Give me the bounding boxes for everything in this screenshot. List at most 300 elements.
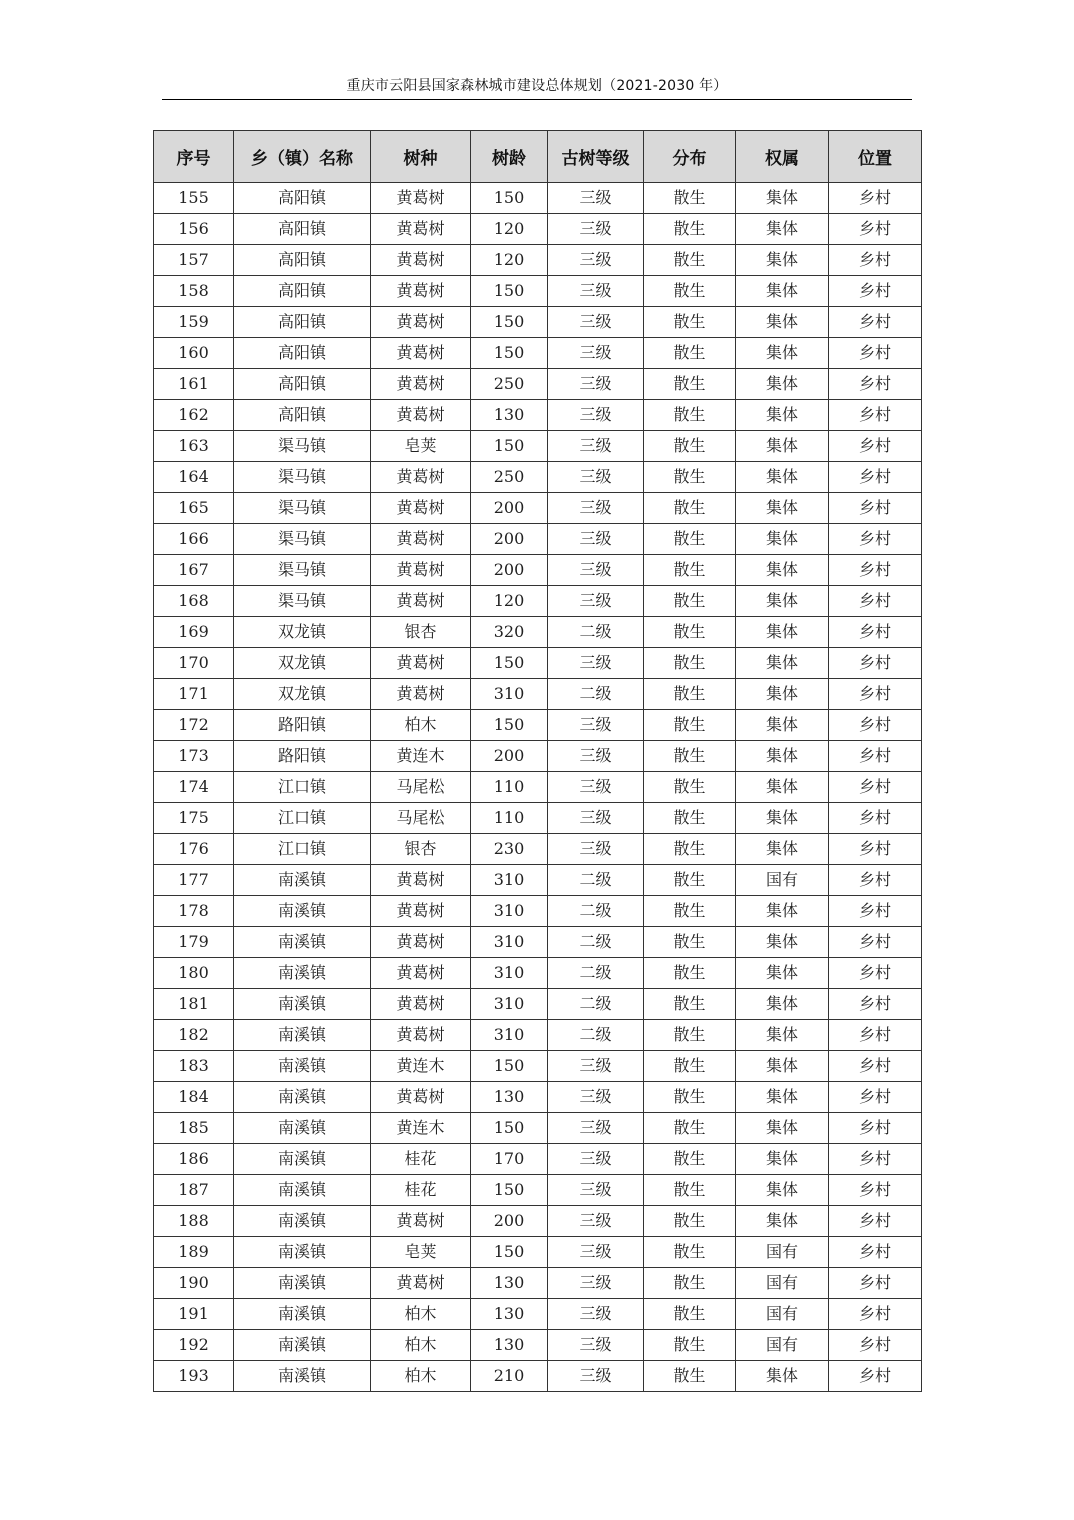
cell-grade: 三级	[548, 338, 644, 369]
cell-age: 110	[471, 772, 548, 803]
cell-ownership: 国有	[736, 1330, 829, 1361]
cell-distribution: 散生	[644, 245, 736, 276]
cell-distribution: 散生	[644, 1330, 736, 1361]
cell-age: 200	[471, 1206, 548, 1237]
cell-serial: 178	[154, 896, 234, 927]
cell-grade: 三级	[548, 1330, 644, 1361]
cell-ownership: 集体	[736, 1361, 829, 1392]
cell-species: 黄连木	[371, 1113, 471, 1144]
cell-grade: 三级	[548, 741, 644, 772]
cell-serial: 162	[154, 400, 234, 431]
cell-age: 120	[471, 214, 548, 245]
cell-location: 乡村	[829, 183, 922, 214]
cell-serial: 183	[154, 1051, 234, 1082]
cell-distribution: 散生	[644, 617, 736, 648]
cell-age: 130	[471, 1330, 548, 1361]
cell-distribution: 散生	[644, 462, 736, 493]
cell-distribution: 散生	[644, 896, 736, 927]
cell-township: 高阳镇	[234, 338, 371, 369]
table-header-row	[154, 131, 922, 183]
cell-township: 渠马镇	[234, 493, 371, 524]
table-row	[154, 927, 922, 958]
cell-serial: 185	[154, 1113, 234, 1144]
cell-distribution: 散生	[644, 1206, 736, 1237]
cell-species: 黄葛树	[371, 524, 471, 555]
cell-grade: 三级	[548, 245, 644, 276]
cell-distribution: 散生	[644, 369, 736, 400]
cell-grade: 三级	[548, 710, 644, 741]
cell-age: 200	[471, 741, 548, 772]
cell-species: 黄葛树	[371, 214, 471, 245]
cell-ownership: 集体	[736, 245, 829, 276]
cell-location: 乡村	[829, 617, 922, 648]
cell-distribution: 散生	[644, 679, 736, 710]
cell-ownership: 集体	[736, 1206, 829, 1237]
cell-ownership: 集体	[736, 958, 829, 989]
cell-ownership: 集体	[736, 896, 829, 927]
cell-species: 黄葛树	[371, 400, 471, 431]
cell-age: 310	[471, 679, 548, 710]
cell-township: 双龙镇	[234, 679, 371, 710]
column-header-species: 树种	[371, 131, 471, 183]
cell-grade: 三级	[548, 1206, 644, 1237]
cell-serial: 176	[154, 834, 234, 865]
cell-species: 黄葛树	[371, 648, 471, 679]
cell-location: 乡村	[829, 989, 922, 1020]
cell-grade: 三级	[548, 555, 644, 586]
cell-location: 乡村	[829, 865, 922, 896]
cell-species: 黄葛树	[371, 1206, 471, 1237]
cell-ownership: 集体	[736, 1051, 829, 1082]
cell-grade: 三级	[548, 1144, 644, 1175]
cell-township: 南溪镇	[234, 989, 371, 1020]
cell-township: 高阳镇	[234, 369, 371, 400]
cell-distribution: 散生	[644, 400, 736, 431]
cell-species: 黄葛树	[371, 369, 471, 400]
cell-age: 200	[471, 524, 548, 555]
cell-township: 高阳镇	[234, 400, 371, 431]
cell-location: 乡村	[829, 400, 922, 431]
cell-grade: 三级	[548, 493, 644, 524]
cell-grade: 三级	[548, 772, 644, 803]
cell-species: 黄葛树	[371, 1020, 471, 1051]
cell-serial: 173	[154, 741, 234, 772]
table-row	[154, 1020, 922, 1051]
cell-serial: 184	[154, 1082, 234, 1113]
cell-location: 乡村	[829, 524, 922, 555]
cell-serial: 158	[154, 276, 234, 307]
cell-distribution: 散生	[644, 183, 736, 214]
cell-serial: 174	[154, 772, 234, 803]
cell-distribution: 散生	[644, 214, 736, 245]
cell-grade: 三级	[548, 1051, 644, 1082]
cell-distribution: 散生	[644, 1020, 736, 1051]
cell-ownership: 集体	[736, 493, 829, 524]
table-row	[154, 462, 922, 493]
table-row	[154, 865, 922, 896]
table-row	[154, 369, 922, 400]
cell-age: 150	[471, 183, 548, 214]
cell-distribution: 散生	[644, 1051, 736, 1082]
cell-serial: 190	[154, 1268, 234, 1299]
cell-ownership: 集体	[736, 307, 829, 338]
cell-township: 江口镇	[234, 772, 371, 803]
cell-grade: 三级	[548, 431, 644, 462]
column-header-ownership: 权属	[736, 131, 829, 183]
cell-ownership: 集体	[736, 1113, 829, 1144]
cell-serial: 171	[154, 679, 234, 710]
header-divider	[162, 99, 912, 100]
cell-species: 柏木	[371, 1299, 471, 1330]
cell-ownership: 集体	[736, 400, 829, 431]
cell-location: 乡村	[829, 1082, 922, 1113]
cell-township: 南溪镇	[234, 865, 371, 896]
cell-distribution: 散生	[644, 772, 736, 803]
cell-age: 150	[471, 1051, 548, 1082]
cell-location: 乡村	[829, 927, 922, 958]
cell-distribution: 散生	[644, 865, 736, 896]
column-header-serial: 序号	[154, 131, 234, 183]
table-row	[154, 772, 922, 803]
table-row	[154, 1361, 922, 1392]
cell-distribution: 散生	[644, 307, 736, 338]
cell-ownership: 国有	[736, 865, 829, 896]
cell-grade: 三级	[548, 1113, 644, 1144]
cell-grade: 三级	[548, 307, 644, 338]
cell-age: 230	[471, 834, 548, 865]
cell-grade: 三级	[548, 648, 644, 679]
table-row	[154, 1237, 922, 1268]
cell-ownership: 国有	[736, 1237, 829, 1268]
table-row	[154, 710, 922, 741]
cell-grade: 三级	[548, 1361, 644, 1392]
cell-distribution: 散生	[644, 927, 736, 958]
cell-location: 乡村	[829, 834, 922, 865]
cell-township: 高阳镇	[234, 276, 371, 307]
cell-distribution: 散生	[644, 1175, 736, 1206]
cell-distribution: 散生	[644, 431, 736, 462]
cell-serial: 182	[154, 1020, 234, 1051]
cell-township: 南溪镇	[234, 1268, 371, 1299]
cell-serial: 169	[154, 617, 234, 648]
cell-species: 皂荚	[371, 431, 471, 462]
cell-ownership: 集体	[736, 617, 829, 648]
cell-township: 南溪镇	[234, 1051, 371, 1082]
cell-township: 双龙镇	[234, 617, 371, 648]
cell-distribution: 散生	[644, 276, 736, 307]
table-row	[154, 1051, 922, 1082]
cell-age: 310	[471, 989, 548, 1020]
cell-serial: 163	[154, 431, 234, 462]
table-row	[154, 834, 922, 865]
cell-species: 银杏	[371, 834, 471, 865]
cell-township: 渠马镇	[234, 524, 371, 555]
cell-ownership: 集体	[736, 586, 829, 617]
cell-township: 渠马镇	[234, 462, 371, 493]
cell-location: 乡村	[829, 586, 922, 617]
column-header-age: 树龄	[471, 131, 548, 183]
cell-location: 乡村	[829, 369, 922, 400]
table-row	[154, 679, 922, 710]
cell-distribution: 散生	[644, 493, 736, 524]
cell-location: 乡村	[829, 462, 922, 493]
cell-location: 乡村	[829, 555, 922, 586]
cell-species: 黄葛树	[371, 865, 471, 896]
cell-distribution: 散生	[644, 1082, 736, 1113]
cell-age: 170	[471, 1144, 548, 1175]
table-row	[154, 183, 922, 214]
cell-ownership: 集体	[736, 741, 829, 772]
table-header	[154, 131, 922, 183]
cell-township: 高阳镇	[234, 183, 371, 214]
cell-age: 150	[471, 1175, 548, 1206]
cell-serial: 179	[154, 927, 234, 958]
cell-grade: 三级	[548, 1237, 644, 1268]
cell-ownership: 集体	[736, 555, 829, 586]
cell-serial: 189	[154, 1237, 234, 1268]
cell-species: 黄葛树	[371, 555, 471, 586]
cell-age: 150	[471, 431, 548, 462]
cell-serial: 180	[154, 958, 234, 989]
cell-ownership: 集体	[736, 1020, 829, 1051]
cell-age: 200	[471, 555, 548, 586]
cell-location: 乡村	[829, 1175, 922, 1206]
cell-grade: 二级	[548, 927, 644, 958]
cell-township: 南溪镇	[234, 1299, 371, 1330]
cell-serial: 188	[154, 1206, 234, 1237]
cell-species: 桂花	[371, 1144, 471, 1175]
column-header-location: 位置	[829, 131, 922, 183]
cell-ownership: 集体	[736, 183, 829, 214]
cell-location: 乡村	[829, 1361, 922, 1392]
cell-township: 渠马镇	[234, 555, 371, 586]
cell-distribution: 散生	[644, 338, 736, 369]
cell-age: 130	[471, 1299, 548, 1330]
cell-distribution: 散生	[644, 1299, 736, 1330]
cell-township: 南溪镇	[234, 1082, 371, 1113]
cell-grade: 三级	[548, 1175, 644, 1206]
table-row	[154, 1268, 922, 1299]
cell-location: 乡村	[829, 431, 922, 462]
cell-age: 150	[471, 648, 548, 679]
cell-species: 黄葛树	[371, 927, 471, 958]
cell-species: 黄葛树	[371, 586, 471, 617]
cell-distribution: 散生	[644, 1144, 736, 1175]
cell-age: 210	[471, 1361, 548, 1392]
cell-township: 江口镇	[234, 834, 371, 865]
cell-ownership: 集体	[736, 772, 829, 803]
cell-location: 乡村	[829, 958, 922, 989]
cell-species: 黄葛树	[371, 896, 471, 927]
cell-species: 黄葛树	[371, 276, 471, 307]
cell-location: 乡村	[829, 803, 922, 834]
cell-location: 乡村	[829, 307, 922, 338]
cell-ownership: 集体	[736, 648, 829, 679]
cell-serial: 165	[154, 493, 234, 524]
cell-age: 310	[471, 896, 548, 927]
cell-age: 110	[471, 803, 548, 834]
table-row	[154, 307, 922, 338]
cell-distribution: 散生	[644, 710, 736, 741]
cell-age: 250	[471, 369, 548, 400]
cell-distribution: 散生	[644, 989, 736, 1020]
cell-species: 黄葛树	[371, 679, 471, 710]
cell-ownership: 集体	[736, 214, 829, 245]
table-row	[154, 1144, 922, 1175]
cell-location: 乡村	[829, 679, 922, 710]
cell-species: 柏木	[371, 1330, 471, 1361]
table-row	[154, 617, 922, 648]
table-row	[154, 555, 922, 586]
cell-ownership: 集体	[736, 1175, 829, 1206]
cell-ownership: 集体	[736, 679, 829, 710]
column-header-distribution: 分布	[644, 131, 736, 183]
cell-grade: 二级	[548, 1020, 644, 1051]
cell-township: 双龙镇	[234, 648, 371, 679]
cell-age: 150	[471, 307, 548, 338]
cell-age: 120	[471, 245, 548, 276]
cell-township: 高阳镇	[234, 245, 371, 276]
cell-township: 南溪镇	[234, 1330, 371, 1361]
cell-township: 南溪镇	[234, 1144, 371, 1175]
cell-age: 150	[471, 710, 548, 741]
cell-location: 乡村	[829, 1144, 922, 1175]
cell-ownership: 集体	[736, 369, 829, 400]
cell-species: 银杏	[371, 617, 471, 648]
cell-age: 150	[471, 1237, 548, 1268]
table-row	[154, 989, 922, 1020]
cell-distribution: 散生	[644, 741, 736, 772]
cell-serial: 186	[154, 1144, 234, 1175]
cell-distribution: 散生	[644, 524, 736, 555]
cell-serial: 181	[154, 989, 234, 1020]
cell-township: 南溪镇	[234, 1206, 371, 1237]
cell-serial: 161	[154, 369, 234, 400]
cell-species: 柏木	[371, 710, 471, 741]
cell-grade: 三级	[548, 214, 644, 245]
cell-serial: 167	[154, 555, 234, 586]
cell-species: 黄葛树	[371, 245, 471, 276]
table-body	[154, 183, 922, 1392]
table-row	[154, 1113, 922, 1144]
cell-ownership: 集体	[736, 834, 829, 865]
cell-serial: 160	[154, 338, 234, 369]
cell-location: 乡村	[829, 1330, 922, 1361]
column-header-grade: 古树等级	[548, 131, 644, 183]
table-row	[154, 896, 922, 927]
cell-distribution: 散生	[644, 586, 736, 617]
cell-grade: 三级	[548, 462, 644, 493]
cell-location: 乡村	[829, 245, 922, 276]
cell-distribution: 散生	[644, 958, 736, 989]
cell-location: 乡村	[829, 214, 922, 245]
cell-grade: 二级	[548, 958, 644, 989]
cell-serial: 166	[154, 524, 234, 555]
cell-distribution: 散生	[644, 555, 736, 586]
cell-age: 320	[471, 617, 548, 648]
cell-age: 310	[471, 865, 548, 896]
table-row	[154, 586, 922, 617]
cell-grade: 二级	[548, 989, 644, 1020]
cell-serial: 192	[154, 1330, 234, 1361]
ancient-tree-table	[153, 130, 922, 1392]
cell-age: 130	[471, 400, 548, 431]
cell-age: 150	[471, 1113, 548, 1144]
cell-serial: 191	[154, 1299, 234, 1330]
cell-species: 黄葛树	[371, 1268, 471, 1299]
cell-grade: 三级	[548, 400, 644, 431]
table-row	[154, 1299, 922, 1330]
cell-age: 150	[471, 338, 548, 369]
cell-grade: 二级	[548, 865, 644, 896]
table-row	[154, 245, 922, 276]
cell-ownership: 集体	[736, 989, 829, 1020]
cell-township: 高阳镇	[234, 214, 371, 245]
cell-location: 乡村	[829, 1020, 922, 1051]
cell-species: 黄连木	[371, 741, 471, 772]
cell-ownership: 集体	[736, 524, 829, 555]
table-row	[154, 741, 922, 772]
table-row	[154, 958, 922, 989]
cell-distribution: 散生	[644, 1361, 736, 1392]
cell-grade: 二级	[548, 617, 644, 648]
cell-township: 南溪镇	[234, 1361, 371, 1392]
cell-age: 200	[471, 493, 548, 524]
cell-grade: 三级	[548, 1299, 644, 1330]
cell-location: 乡村	[829, 1051, 922, 1082]
table-row	[154, 400, 922, 431]
cell-location: 乡村	[829, 896, 922, 927]
cell-serial: 157	[154, 245, 234, 276]
cell-species: 黄葛树	[371, 493, 471, 524]
table-row	[154, 431, 922, 462]
cell-location: 乡村	[829, 648, 922, 679]
cell-grade: 三级	[548, 834, 644, 865]
cell-ownership: 国有	[736, 1268, 829, 1299]
cell-location: 乡村	[829, 1268, 922, 1299]
cell-grade: 三级	[548, 524, 644, 555]
cell-serial: 177	[154, 865, 234, 896]
table-row	[154, 493, 922, 524]
column-header-township: 乡（镇）名称	[234, 131, 371, 183]
cell-species: 桂花	[371, 1175, 471, 1206]
cell-ownership: 集体	[736, 338, 829, 369]
cell-location: 乡村	[829, 741, 922, 772]
cell-serial: 172	[154, 710, 234, 741]
cell-species: 皂荚	[371, 1237, 471, 1268]
cell-age: 310	[471, 1020, 548, 1051]
cell-age: 150	[471, 276, 548, 307]
cell-township: 南溪镇	[234, 927, 371, 958]
cell-ownership: 集体	[736, 927, 829, 958]
cell-species: 黄葛树	[371, 958, 471, 989]
table-row	[154, 1082, 922, 1113]
table-row	[154, 803, 922, 834]
cell-species: 黄葛树	[371, 462, 471, 493]
cell-grade: 二级	[548, 896, 644, 927]
cell-serial: 156	[154, 214, 234, 245]
cell-distribution: 散生	[644, 1113, 736, 1144]
cell-grade: 三级	[548, 183, 644, 214]
cell-grade: 三级	[548, 586, 644, 617]
cell-ownership: 集体	[736, 1082, 829, 1113]
cell-serial: 155	[154, 183, 234, 214]
cell-species: 马尾松	[371, 772, 471, 803]
cell-township: 渠马镇	[234, 431, 371, 462]
cell-location: 乡村	[829, 1237, 922, 1268]
cell-distribution: 散生	[644, 803, 736, 834]
cell-township: 南溪镇	[234, 958, 371, 989]
